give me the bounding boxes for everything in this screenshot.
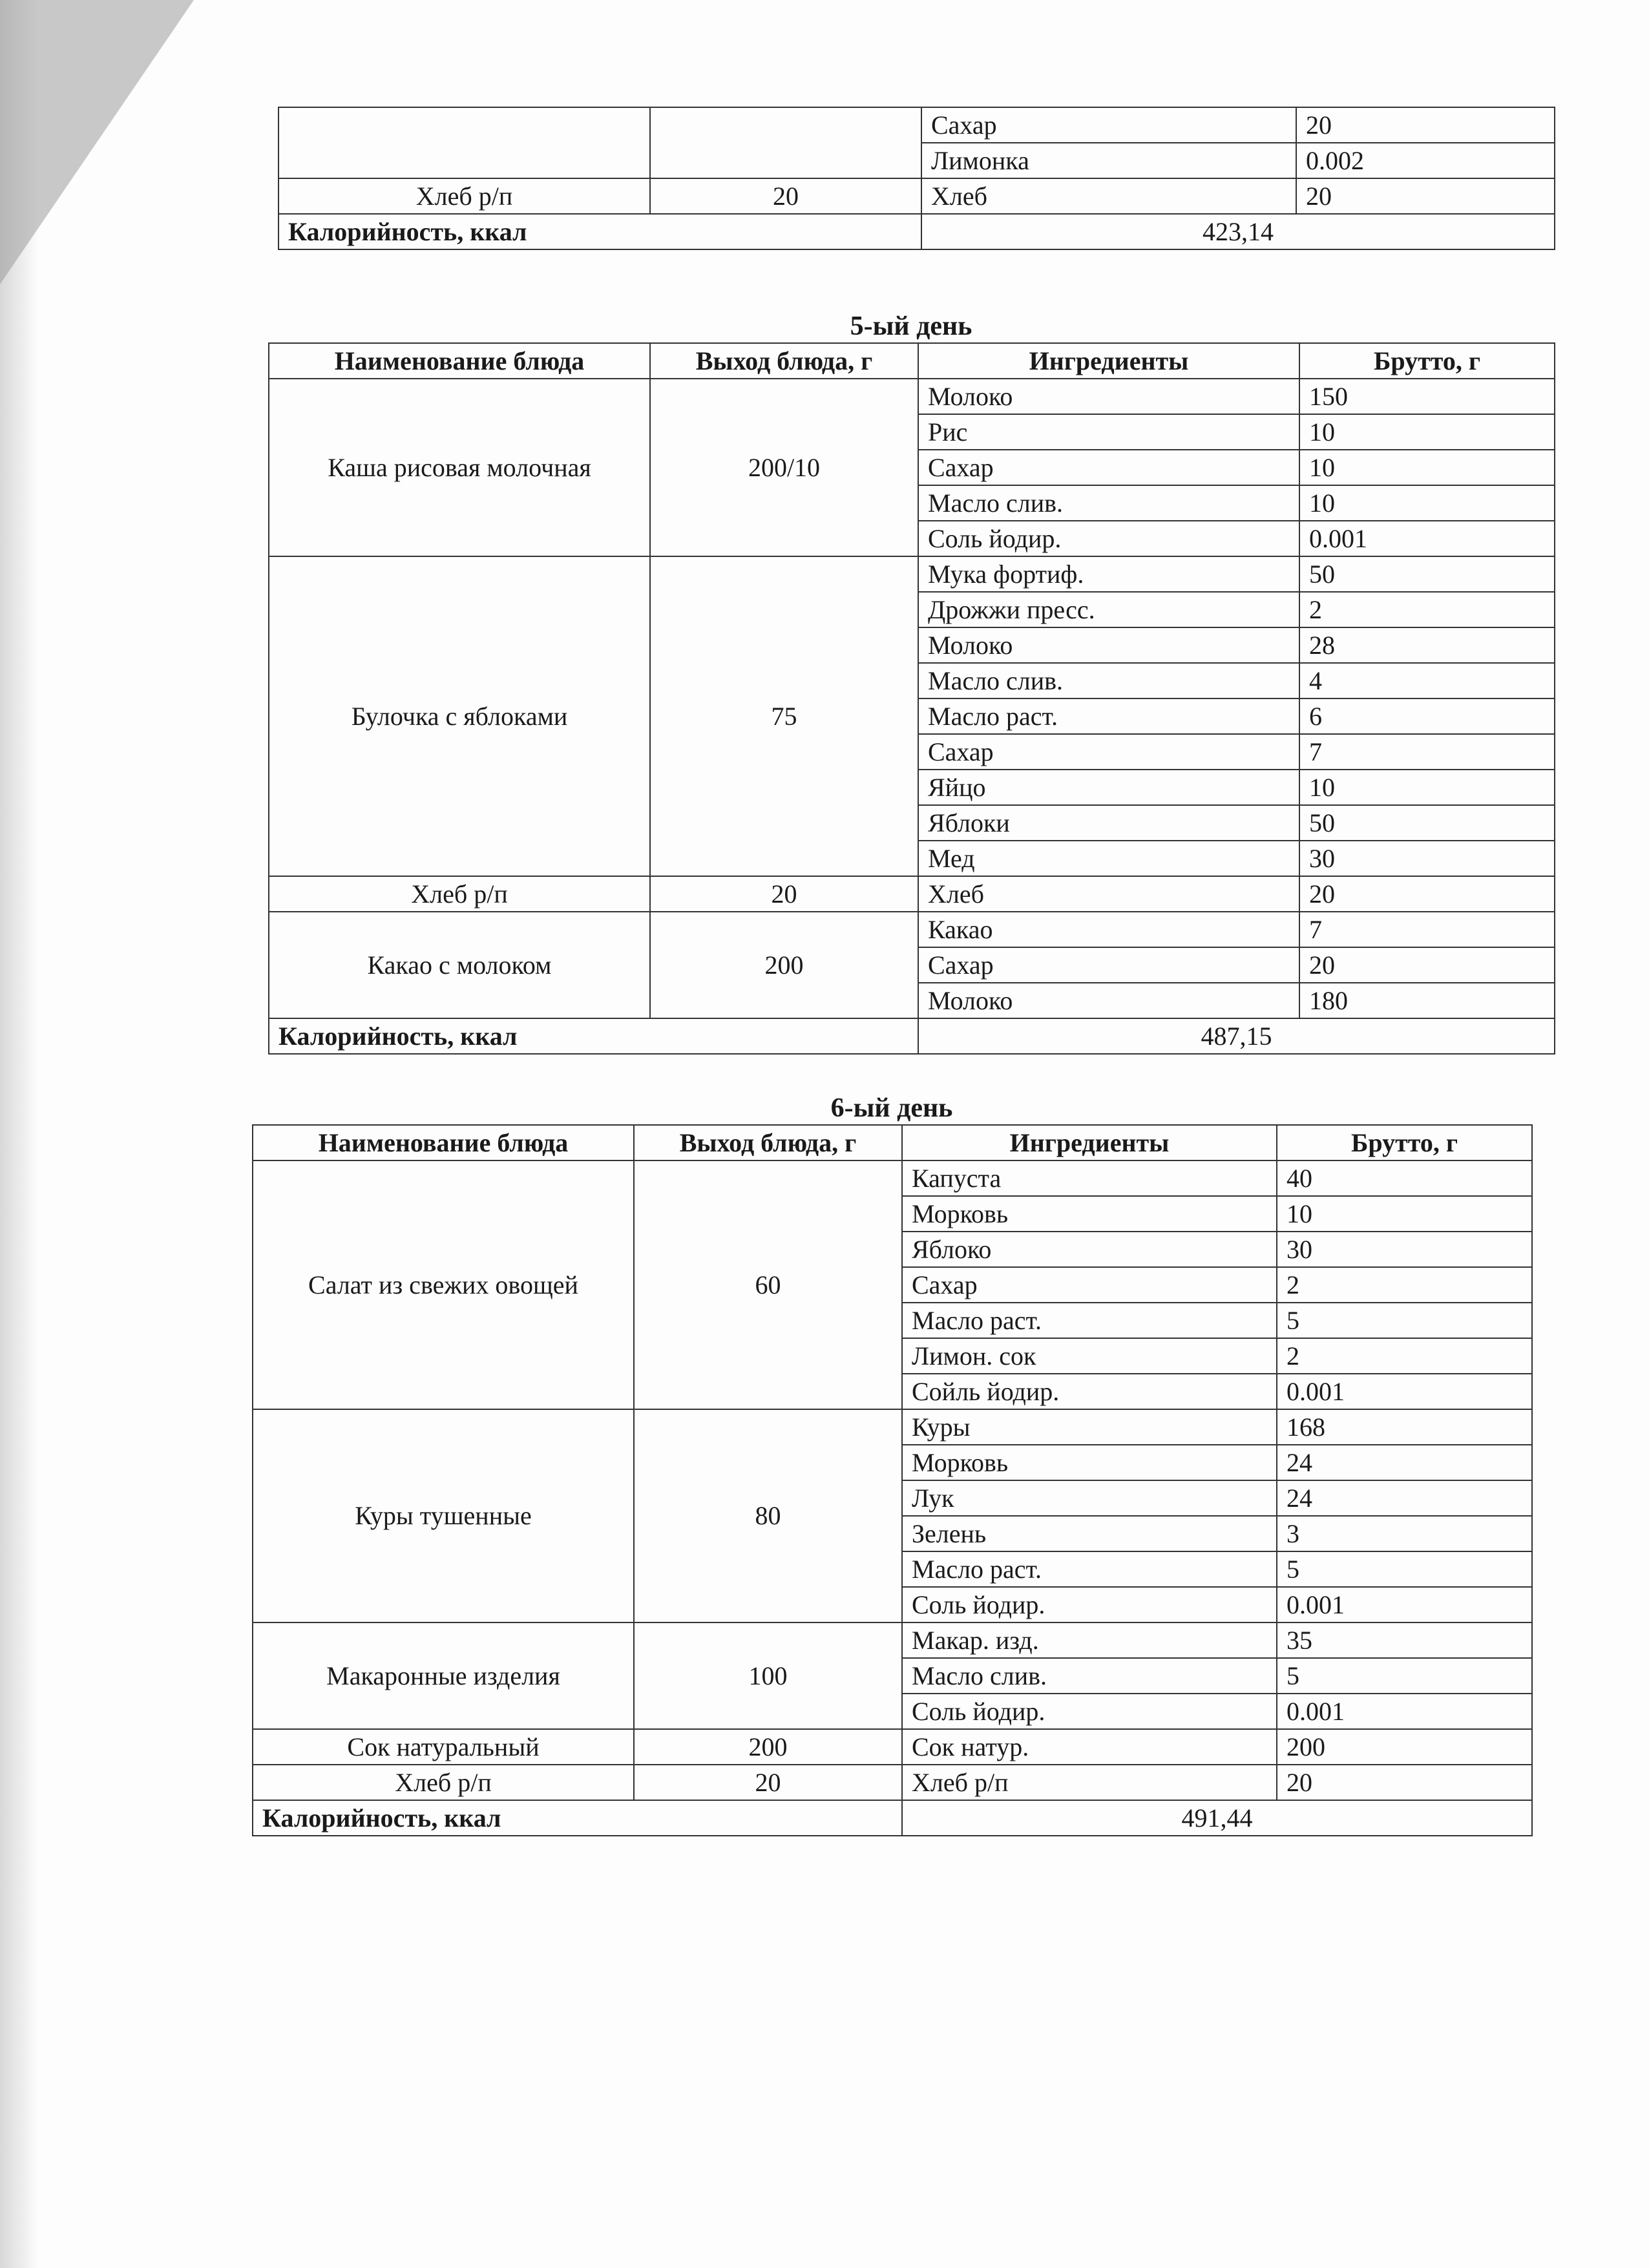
- ingredient-cell: Соль йодир.: [918, 521, 1299, 556]
- ingredient-cell: Сок натур.: [902, 1729, 1277, 1765]
- calories-value: 487,15: [918, 1018, 1555, 1054]
- table-row: [253, 1409, 1532, 1445]
- dish-name-cell: Куры тушенные: [253, 1409, 634, 1622]
- dish-yield-cell: 200: [650, 912, 918, 1018]
- dish-name-cell: [278, 107, 650, 178]
- gross-weight-cell: 50: [1299, 805, 1555, 841]
- table-row: [269, 556, 1555, 592]
- gross-weight-cell: 5: [1277, 1303, 1532, 1338]
- gross-weight-cell: 200: [1277, 1729, 1532, 1765]
- gross-weight-cell: 28: [1299, 627, 1555, 663]
- ingredient-cell: Молоко: [918, 379, 1299, 414]
- ingredient-cell: Дрожжи пресс.: [918, 592, 1299, 627]
- column-header-gross: Брутто, г: [1277, 1125, 1532, 1160]
- ingredient-cell: Яблоко: [902, 1232, 1277, 1267]
- gross-weight-cell: 10: [1299, 485, 1555, 521]
- ingredient-cell: Лимонка: [921, 143, 1296, 178]
- dish-yield-cell: 80: [634, 1409, 902, 1622]
- gross-weight-cell: 6: [1299, 698, 1555, 734]
- dish-name-cell: Макаронные изделия: [253, 1622, 634, 1729]
- dish-yield-cell: 75: [650, 556, 918, 876]
- column-header-yield: Выход блюда, г: [634, 1125, 902, 1160]
- dish-name-cell: Хлеб р/п: [269, 876, 650, 912]
- dish-name-cell: Булочка с яблоками: [269, 556, 650, 876]
- dish-yield-cell: 20: [650, 178, 921, 214]
- scan-shadow-edge: [0, 0, 39, 2268]
- table-row: [278, 178, 1555, 214]
- column-header-gross: Брутто, г: [1299, 343, 1555, 379]
- day5-title: 5-ый день: [850, 311, 972, 341]
- gross-weight-cell: 10: [1299, 450, 1555, 485]
- gross-weight-cell: 40: [1277, 1160, 1532, 1196]
- table-row: [253, 1729, 1532, 1765]
- gross-weight-cell: 20: [1277, 1765, 1532, 1800]
- day6-block: [252, 1092, 1531, 1836]
- ingredient-cell: Мука фортиф.: [918, 556, 1299, 592]
- table-row: [269, 912, 1555, 947]
- ingredient-cell: Сахар: [918, 450, 1299, 485]
- dish-name-cell: Каша рисовая молочная: [269, 379, 650, 556]
- ingredient-cell: Сахар: [918, 734, 1299, 770]
- table-row: [253, 1622, 1532, 1658]
- ingredient-cell: Молоко: [918, 983, 1299, 1018]
- ingredient-cell: Морковь: [902, 1445, 1277, 1480]
- ingredient-cell: Куры: [902, 1409, 1277, 1445]
- gross-weight-cell: 0.001: [1277, 1587, 1532, 1622]
- gross-weight-cell: 180: [1299, 983, 1555, 1018]
- gross-weight-cell: 0.001: [1277, 1374, 1532, 1409]
- calories-label: Калорийность, ккал: [278, 214, 921, 249]
- dish-yield-cell: [650, 107, 921, 178]
- gross-weight-cell: 20: [1299, 876, 1555, 912]
- scan-folded-corner: [0, 0, 194, 284]
- gross-weight-cell: 10: [1277, 1196, 1532, 1232]
- ingredient-cell: Соль йодир.: [902, 1587, 1277, 1622]
- gross-weight-cell: 30: [1277, 1232, 1532, 1267]
- gross-weight-cell: 4: [1299, 663, 1555, 698]
- calories-row: [253, 1800, 1532, 1836]
- ingredient-cell: Морковь: [902, 1196, 1277, 1232]
- day4-tail-block: [278, 107, 1554, 250]
- gross-weight-cell: 20: [1296, 178, 1555, 214]
- table-row: [278, 107, 1555, 143]
- ingredient-cell: Яблоки: [918, 805, 1299, 841]
- table-row: [269, 876, 1555, 912]
- column-header-ingredients: Ингредиенты: [902, 1125, 1277, 1160]
- ingredient-cell: Капуста: [902, 1160, 1277, 1196]
- dish-name-cell: Салат из свежих овощей: [253, 1160, 634, 1409]
- gross-weight-cell: 2: [1277, 1338, 1532, 1374]
- dish-yield-cell: 20: [634, 1765, 902, 1800]
- ingredient-cell: Хлеб р/п: [902, 1765, 1277, 1800]
- ingredient-cell: Соль йодир.: [902, 1694, 1277, 1729]
- gross-weight-cell: 7: [1299, 734, 1555, 770]
- column-header-yield: Выход блюда, г: [650, 343, 918, 379]
- table-row: [253, 1160, 1532, 1196]
- ingredient-cell: Масло раст.: [918, 698, 1299, 734]
- calories-row: [269, 1018, 1555, 1054]
- ingredient-cell: Макар. изд.: [902, 1622, 1277, 1658]
- calories-label: Калорийность, ккал: [269, 1018, 918, 1054]
- ingredient-cell: Масло слив.: [902, 1658, 1277, 1694]
- ingredient-cell: Масло слив.: [918, 485, 1299, 521]
- header-row: [269, 343, 1555, 379]
- day6-table-body: [253, 1160, 1532, 1800]
- gross-weight-cell: 50: [1299, 556, 1555, 592]
- gross-weight-cell: 3: [1277, 1516, 1532, 1551]
- calories-label: Калорийность, ккал: [253, 1800, 902, 1836]
- calories-value: 423,14: [921, 214, 1555, 249]
- ingredient-cell: Сахар: [921, 107, 1296, 143]
- gross-weight-cell: 7: [1299, 912, 1555, 947]
- gross-weight-cell: 24: [1277, 1480, 1532, 1516]
- gross-weight-cell: 0.001: [1277, 1694, 1532, 1729]
- dish-name-cell: Сок натуральный: [253, 1729, 634, 1765]
- gross-weight-cell: 5: [1277, 1551, 1532, 1587]
- day5-table: [268, 342, 1555, 1055]
- ingredient-cell: Сахар: [918, 947, 1299, 983]
- ingredient-cell: Зелень: [902, 1516, 1277, 1551]
- gross-weight-cell: 168: [1277, 1409, 1532, 1445]
- dish-name-cell: Хлеб р/п: [278, 178, 650, 214]
- day5-table-body: [269, 379, 1555, 1018]
- dish-yield-cell: 20: [650, 876, 918, 912]
- gross-weight-cell: 2: [1299, 592, 1555, 627]
- ingredient-cell: Сахар: [902, 1267, 1277, 1303]
- ingredient-cell: Масло раст.: [902, 1303, 1277, 1338]
- gross-weight-cell: 0.001: [1299, 521, 1555, 556]
- day4-tail-table: [278, 107, 1555, 250]
- gross-weight-cell: 20: [1299, 947, 1555, 983]
- day5-block: [268, 310, 1554, 1055]
- table-row: [253, 1765, 1532, 1800]
- gross-weight-cell: 20: [1296, 107, 1555, 143]
- dish-yield-cell: 200: [634, 1729, 902, 1765]
- gross-weight-cell: 35: [1277, 1622, 1532, 1658]
- ingredient-cell: Масло раст.: [902, 1551, 1277, 1587]
- gross-weight-cell: 2: [1277, 1267, 1532, 1303]
- dish-yield-cell: 100: [634, 1622, 902, 1729]
- gross-weight-cell: 150: [1299, 379, 1555, 414]
- ingredient-cell: Сойль йодир.: [902, 1374, 1277, 1409]
- gross-weight-cell: 30: [1299, 841, 1555, 876]
- ingredient-cell: Масло слив.: [918, 663, 1299, 698]
- ingredient-cell: Хлеб: [921, 178, 1296, 214]
- day6-table: [252, 1124, 1533, 1836]
- column-header-dish: Наименование блюда: [253, 1125, 634, 1160]
- dish-yield-cell: 60: [634, 1160, 902, 1409]
- ingredient-cell: Лук: [902, 1480, 1277, 1516]
- column-header-dish: Наименование блюда: [269, 343, 650, 379]
- ingredient-cell: Какао: [918, 912, 1299, 947]
- ingredient-cell: Яйцо: [918, 770, 1299, 805]
- header-row: [253, 1125, 1532, 1160]
- gross-weight-cell: 24: [1277, 1445, 1532, 1480]
- column-header-ingredients: Ингредиенты: [918, 343, 1299, 379]
- gross-weight-cell: 10: [1299, 770, 1555, 805]
- dish-name-cell: Какао с молоком: [269, 912, 650, 1018]
- calories-row: [278, 214, 1555, 249]
- ingredient-cell: Хлеб: [918, 876, 1299, 912]
- ingredient-cell: Рис: [918, 414, 1299, 450]
- ingredient-cell: Лимон. сок: [902, 1338, 1277, 1374]
- calories-value: 491,44: [902, 1800, 1532, 1836]
- ingredient-cell: Мед: [918, 841, 1299, 876]
- day6-title: 6-ый день: [830, 1093, 953, 1123]
- dish-name-cell: Хлеб р/п: [253, 1765, 634, 1800]
- gross-weight-cell: 0.002: [1296, 143, 1555, 178]
- table-row: [269, 379, 1555, 414]
- dish-yield-cell: 200/10: [650, 379, 918, 556]
- gross-weight-cell: 10: [1299, 414, 1555, 450]
- gross-weight-cell: 5: [1277, 1658, 1532, 1694]
- ingredient-cell: Молоко: [918, 627, 1299, 663]
